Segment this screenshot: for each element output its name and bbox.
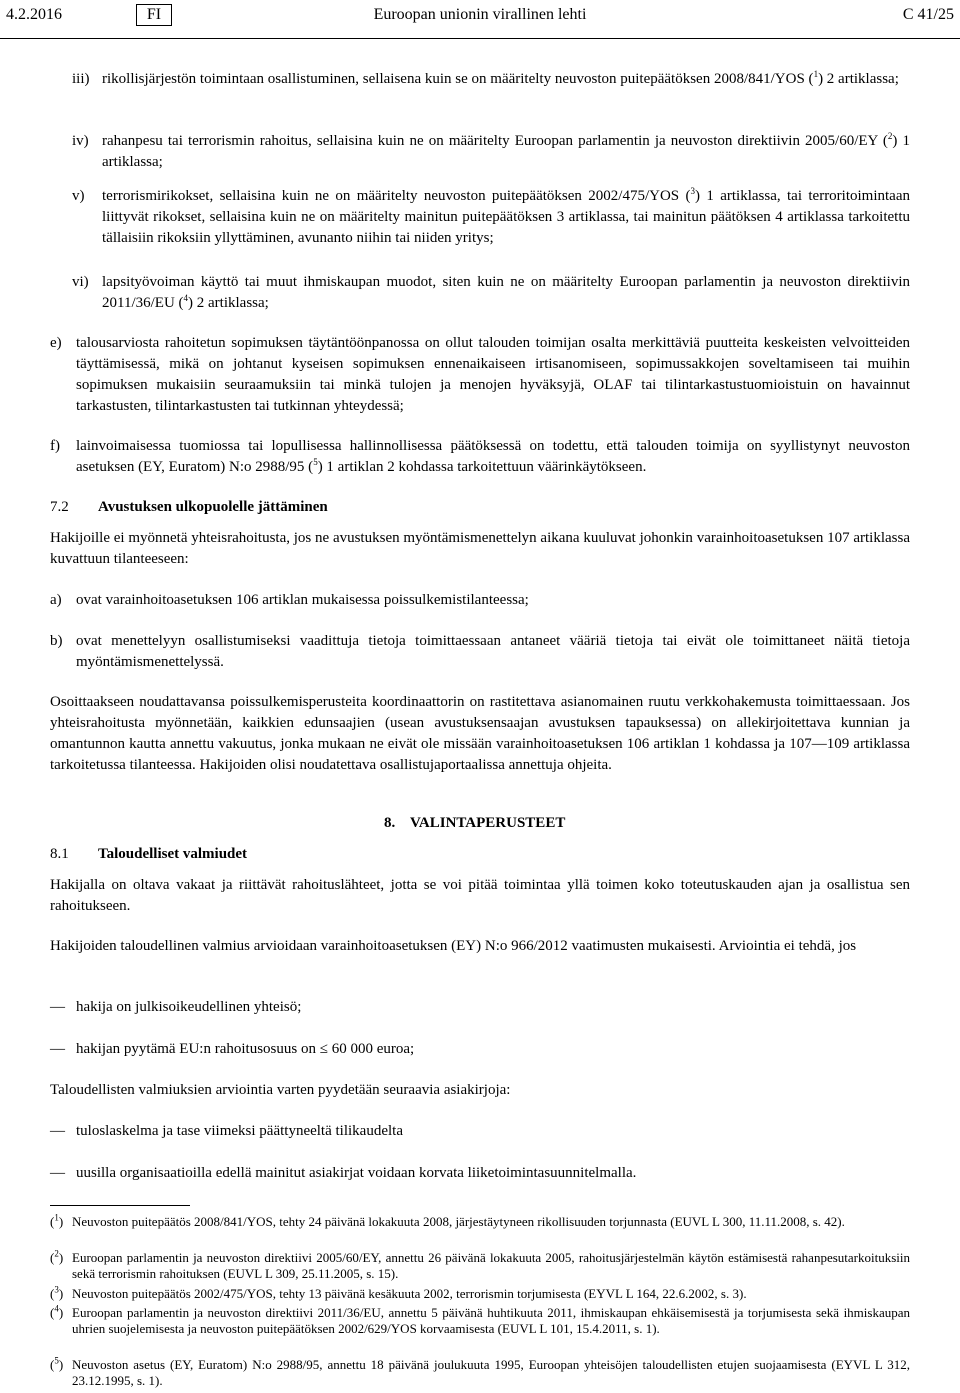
footnote-label: ($^4$): [50, 1303, 64, 1320]
dash-bullet: —: [50, 999, 65, 1015]
section-number: 8.: [384, 815, 396, 831]
footnote-ref[interactable]: 3: [690, 186, 695, 196]
section-title: Taloudelliset valmiudet: [98, 846, 248, 862]
item-label: e): [50, 335, 62, 351]
footnote-text: Euroopan parlamentin ja neuvoston direktiivi 2005/60/EY, annettu 26 päivänä lokakuuta 2005, rahoitusjärjestelmän käytön estämisestä rahanpesutarkoituksiin sekä terrorismin rahoituksen (EUVL L 309, 25.11.2005, s. 15).: [72, 1250, 910, 1281]
list-item: uusilla organisaatioilla edellä mainitut asiakirjat voidaan korvata liiketoimintasuunnitelmalla.: [76, 1165, 637, 1181]
list-item: lainvoimaisessa tuomiossa tai lopullisessa hallinnollisessa päätöksessä on todettu, että talouden toimija on syyllistynyt neuvoston asetuksen (EY, Euratom) N:o 2988/95 ($^5$) 1 artiklan 2 kohdassa tarkoitettuun väärinkäytökseen.: [76, 438, 910, 475]
list-item: tuloslaskelma ja tase viimeksi päättyneeltä tilikaudelta: [76, 1123, 403, 1139]
header-date: 4.2.2016: [6, 6, 62, 23]
list-item: rahanpesu tai terrorismin rahoitus, sellaisina kuin ne on määritelty Euroopan parlamentin ja neuvoston direktiivin 2005/60/EY ($^2$) 1 artiklassa;: [102, 131, 910, 170]
footnote-text: Neuvoston puitepäätös 2008/841/YOS, tehty 24 päivänä lokakuuta 2008, järjestäytyneen rikollisuuden torjunnasta (EUVL L 300, 11.11.2008, s. 42).: [72, 1214, 845, 1229]
paragraph: Hakijoiden taloudellinen valmius arvioidaan varainhoitoasetuksen (EY) N:o 966/2012 vaatimusten mukaisesti. Arviointia ei tehdä, jos: [50, 938, 857, 954]
dash-bullet: —: [50, 1041, 65, 1057]
dash-bullet: —: [50, 1123, 65, 1139]
item-label: iii): [72, 71, 90, 87]
page-header: [0, 4, 960, 26]
item-label: b): [50, 633, 63, 649]
list-item: terrorismirikokset, sellaisina kuin ne on määritelty neuvoston puitepäätöksen 2002/475/YOS ($^3$) 1 artiklassa, tai terroritoimintaan liittyvät rikokset, sellaisina kuin ne on määritelty mainitun puitepäätöksen 3 artiklassa, tai mainitun päätöksen 4 artiklassa tarkoitettu tällaisiin rikoksiin yllyttäminen, avunanto niihin tai niiden yritys;: [102, 186, 910, 246]
footnote-ref[interactable]: 2: [887, 131, 893, 141]
list-item: ovat varainhoitoasetuksen 106 artiklan mukaisessa poissulkemistilanteessa;: [76, 592, 529, 608]
paragraph: Osoittaakseen noudattavansa poissulkemisperusteita koordinaattorin on rastitettava asianomainen ruutu verkkohakemusta toimittaessaan. Jos yhteisrahoitusta myönnetään, kaikkien edunsaajien (usean avustuksensaajan avustuksen tapauksessa) on allekirjoitettava kunnian ja omantunnon kautta annettu vakuutus, jonka mukaan ne eivät ole missään varainhoitoasetuksen 106 artiklan 1 kohdassa ja 107—109 artiklassa tarkoitetussa tilanteessa. Hakijoiden olisi noudatettava osallistujaportaalissa annettuja ohjeita.: [50, 694, 910, 773]
list-item: ovat menettelyyn osallistumiseksi vaadittuja tietoja toimittaessaan antaneet vääriä tietoja tai eivät ole toimittaneet näitä tietoja myöntämismenettelyssä.: [76, 633, 910, 670]
section-title: Avustuksen ulkopuolelle jättäminen: [98, 499, 328, 515]
footnote-rule: [50, 1205, 190, 1206]
footnote-label: ($^1$): [50, 1212, 64, 1229]
paragraph: Taloudellisten valmiuksien arviointia varten pyydetään seuraavia asiakirjoja:: [50, 1082, 511, 1098]
header-journal-title: Euroopan unionin virallinen lehti: [373, 6, 587, 23]
list-item: rikollisjärjestön toimintaan osallistuminen, sellaisena kuin se on määritelty neuvoston puitepäätöksen 2008/841/YOS ($^1$) 2 artiklassa;: [102, 69, 899, 87]
footnote-label: ($^3$): [50, 1284, 64, 1301]
footnote-label: ($^5$): [50, 1355, 64, 1372]
list-item: hakijan pyytämä EU:n rahoitusosuus on ≤ 60 000 euroa;: [76, 1041, 415, 1057]
footnote-ref[interactable]: 4: [183, 293, 189, 303]
header-language-box: FI: [136, 4, 172, 26]
section-title: VALINTAPERUSTEET: [410, 815, 566, 831]
list-item: hakija on julkisoikeudellinen yhteisö;: [76, 999, 302, 1015]
item-label: f): [50, 438, 60, 454]
dash-bullet: —: [50, 1165, 65, 1181]
item-label: vi): [72, 274, 89, 290]
section-number: 7.2: [50, 499, 69, 515]
footnote-text: Neuvoston puitepäätös 2002/475/YOS, tehty 13 päivänä kesäkuuta 2002, terrorismin torjumisesta (EYVL L 164, 22.6.2002, s. 3).: [72, 1286, 747, 1301]
item-label: v): [72, 188, 85, 204]
section-number: 8.1: [50, 846, 69, 862]
footnote-text: Neuvoston asetus (EY, Euratom) N:o 2988/95, annettu 18 päivänä joulukuuta 1995, Euroopan yhteisöjen taloudellisten etujen suojaamisesta (EYVL L 312, 23.12.1995, s. 1).: [72, 1357, 910, 1388]
footnote-ref[interactable]: 1: [813, 69, 819, 79]
header-page-number: C 41/25: [902, 6, 954, 23]
paragraph: Hakijalla on oltava vakaat ja riittävät rahoituslähteet, jotta se voi pitää toimintaa yllä toimen koko toteutuskauden ajan ja osallistua sen rahoitukseen.: [50, 877, 910, 914]
list-item: talousarviosta rahoitetun sopimuksen täytäntöönpanossa on ollut talouden toimijan osalta merkittäviä puutteita keskeisten velvoitteiden täyttämisessä, mikä on johtanut kyseisen sopimuksen ennenaikaiseen irtisanomiseen, sopimussakkojen soveltamiseen tai muihin sopimuksen mukaisiin seuraamuksiin tai minkä tulojen ja menojen hyväksyjä, OLAF tai tilintarkastustuomioistuin on havainnut tarkastusten, tilintarkastusten tai tutkinnan yhteydessä;: [76, 335, 910, 414]
item-label: iv): [72, 133, 89, 149]
footnote-label: ($^2$): [50, 1248, 64, 1265]
header-rule: [0, 38, 960, 39]
item-label: a): [50, 592, 62, 608]
footnote-text: Euroopan parlamentin ja neuvoston direktiivi 2011/36/EU, annettu 5 päivänä huhtikuuta 2011, ihmiskaupan ehkäisemisestä ja torjumisesta sekä ihmiskaupan uhrien suojelemisesta ja neuvoston puitepäätöksen 2002/629/YOS korvaamisesta (EUVL L 101, 15.4.2011, s. 1).: [72, 1305, 910, 1336]
footnote-ref[interactable]: 5: [313, 457, 318, 467]
paragraph: Hakijoille ei myönnetä yhteisrahoitusta, jos ne avustuksen myöntämismenettelyn aikana kuuluvat johonkin varainhoitoasetuksen 107 artiklassa kuvattuun tilanteeseen:: [50, 530, 910, 567]
list-item: lapsityövoiman käyttö tai muut ihmiskaupan muodot, siten kuin ne on määritelty Euroopan parlamentin ja neuvoston direktiivin 2011/36/EU ($^4$) 2 artiklassa;: [102, 274, 910, 311]
